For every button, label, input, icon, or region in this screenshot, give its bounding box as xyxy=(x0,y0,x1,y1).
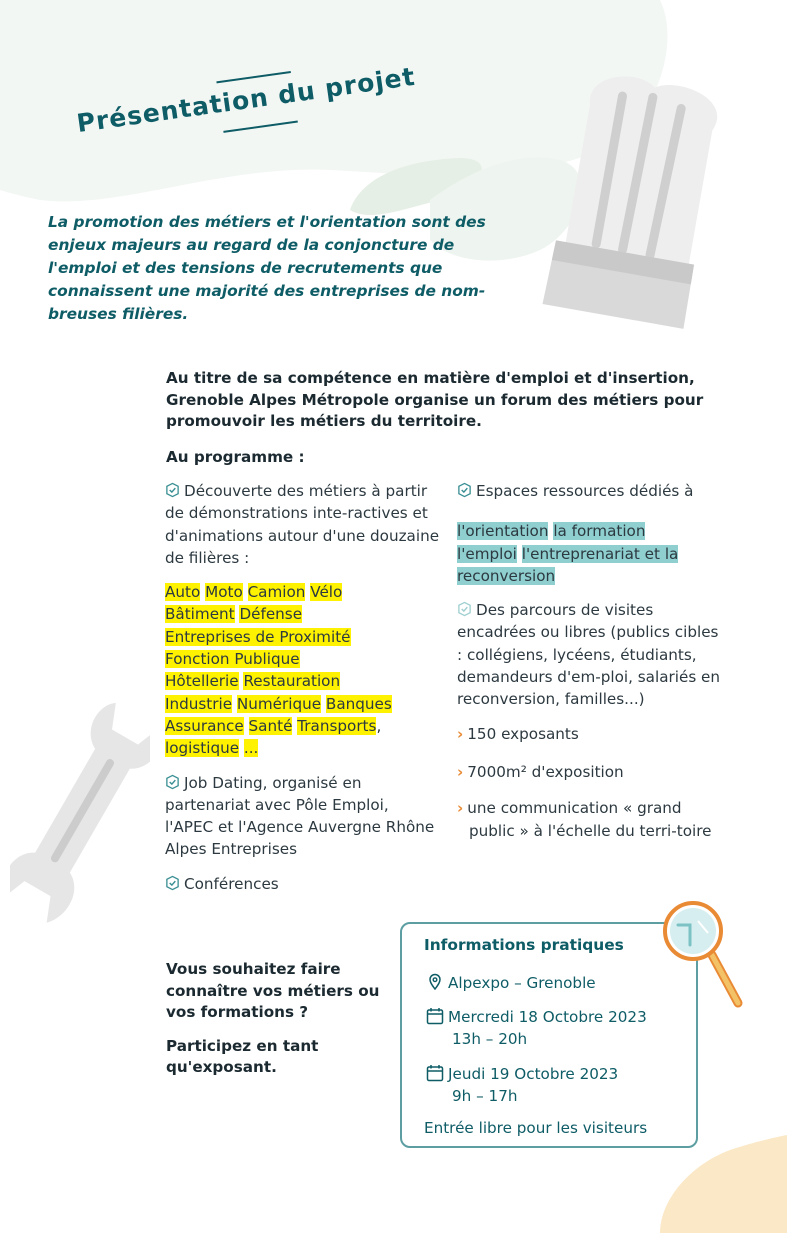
program-heading: Au programme : xyxy=(166,448,305,466)
conferences-text: Conférences xyxy=(184,874,279,893)
sector-tag: Camion xyxy=(247,583,306,602)
magnifier-illustration xyxy=(660,895,750,1015)
sector-tag: Entreprises de Proximité xyxy=(165,627,351,646)
arrow-chevron-icon: › xyxy=(457,799,464,818)
call-to-action xyxy=(166,959,396,1079)
info-day1-row xyxy=(426,1006,647,1050)
info-day1-hours: 13h – 20h xyxy=(452,1030,528,1048)
free-entry-text: Entrée libre pour les visiteurs xyxy=(424,1119,648,1137)
location-pin-icon xyxy=(426,973,444,991)
check-shield-icon xyxy=(457,482,472,498)
visits-text: Des parcours de visites encadrées ou libres (publics cibles : collégiens, lycéens, étudiants, demandeurs d'em-ploi, salariés en reconversion, familles...) xyxy=(457,601,721,709)
discovery-item xyxy=(165,480,440,569)
check-shield-icon xyxy=(165,482,180,498)
sector-tag: Vélo xyxy=(310,583,343,602)
info-day1: Mercredi 18 Octobre 2023 xyxy=(448,1008,647,1026)
communication-item xyxy=(457,797,727,842)
exhibitors-text: 150 exposants xyxy=(467,724,579,743)
page-title: Présentation du projet xyxy=(74,61,418,139)
sector-tag: logistique xyxy=(165,739,240,758)
info-title: Informations pratiques xyxy=(424,936,624,954)
sector-tag: Banques xyxy=(325,694,392,713)
sector-tag: Numérique xyxy=(236,694,322,713)
calendar-icon xyxy=(426,1007,444,1025)
spaces-item xyxy=(457,480,727,502)
sector-tag: Industrie xyxy=(165,694,233,713)
info-place: Alpexpo – Grenoble xyxy=(448,974,596,992)
theme-list xyxy=(457,520,727,587)
check-shield-icon xyxy=(165,774,180,790)
info-day2-row xyxy=(426,1063,618,1107)
job-dating-item xyxy=(165,772,440,861)
sector-tag: Moto xyxy=(205,583,243,602)
communication-text: une communication « grand public » à l'échelle du terri-toire xyxy=(467,799,712,840)
surface-text: 7000m² d'exposition xyxy=(467,762,624,781)
info-day2: Jeudi 19 Octobre 2023 xyxy=(448,1065,619,1083)
program-left-column xyxy=(165,480,440,907)
lead-paragraph: Au titre de sa compétence en matière d'emploi et d'insertion, Grenoble Alpes Métropole organise un forum des métiers pour promouvoir les métiers du territoire. xyxy=(166,369,704,430)
chef-hat-illustration xyxy=(520,75,740,335)
sector-tag: Santé xyxy=(248,716,293,735)
info-place-row xyxy=(426,972,596,994)
theme-tag: l'emploi xyxy=(457,544,517,563)
sector-tag: Hôtellerie xyxy=(165,672,239,691)
theme-tag: la formation xyxy=(553,522,646,541)
sector-tag: Restauration xyxy=(243,672,341,691)
check-shield-icon xyxy=(457,601,472,617)
job-dating-text: Job Dating, organisé en partenariat avec Pôle Emploi, l'APEC et l'Agence Auvergne Rhône Alpes Entreprises xyxy=(165,773,435,859)
exhibitors-item xyxy=(457,723,727,745)
title-decoration-line xyxy=(223,120,298,132)
calendar-icon xyxy=(426,1064,444,1082)
conferences-item xyxy=(165,873,440,895)
sector-tag: ... xyxy=(243,739,259,758)
sector-tag: Défense xyxy=(239,605,303,624)
sector-tag: Auto xyxy=(165,583,201,602)
arrow-chevron-icon: › xyxy=(457,762,464,781)
cta-question: Vous souhaitez faire connaître vos métiers ou vos formations ? xyxy=(166,960,380,1021)
discovery-text: Découverte des métiers à partir de démonstrations inte-ractives et d'animations autour d'une douzaine de filières : xyxy=(165,482,440,567)
practical-info-box xyxy=(400,922,698,1148)
wrench-illustration xyxy=(10,695,150,935)
sector-tag: Fonction Publique xyxy=(165,650,300,669)
theme-tag: l'orientation xyxy=(457,522,549,541)
sector-tag: Bâtiment xyxy=(165,605,235,624)
check-shield-icon xyxy=(165,875,180,891)
info-day2-hours: 9h – 17h xyxy=(452,1087,518,1105)
sector-tag: Transports xyxy=(297,716,377,735)
cta-action: Participez en tant qu'exposant. xyxy=(166,1036,319,1076)
arrow-chevron-icon: › xyxy=(457,724,464,743)
sector-tag: Assurance xyxy=(165,716,244,735)
intro-paragraph: La promotion des métiers et l'orientation sont des enjeux majeurs au regard de la conjoncture de l'emploi et des tensions de recrutements que connaissent une majorité des entreprises de nom-breuses filières. xyxy=(48,213,486,323)
visits-item xyxy=(457,599,727,710)
spaces-text: Espaces ressources dédiés à xyxy=(476,482,694,500)
sector-list: Auto Moto Camion Vélo Bâtiment Défense Entreprises de Proximité Fonction Publique Hôtellerie Restauration Industrie Numérique Banques Assurance Santé Transports, logistique ... xyxy=(165,583,392,758)
theme-tag: l'entreprenariat et la reconversion xyxy=(457,544,679,585)
program-right-column xyxy=(457,480,727,854)
surface-item xyxy=(457,761,727,783)
